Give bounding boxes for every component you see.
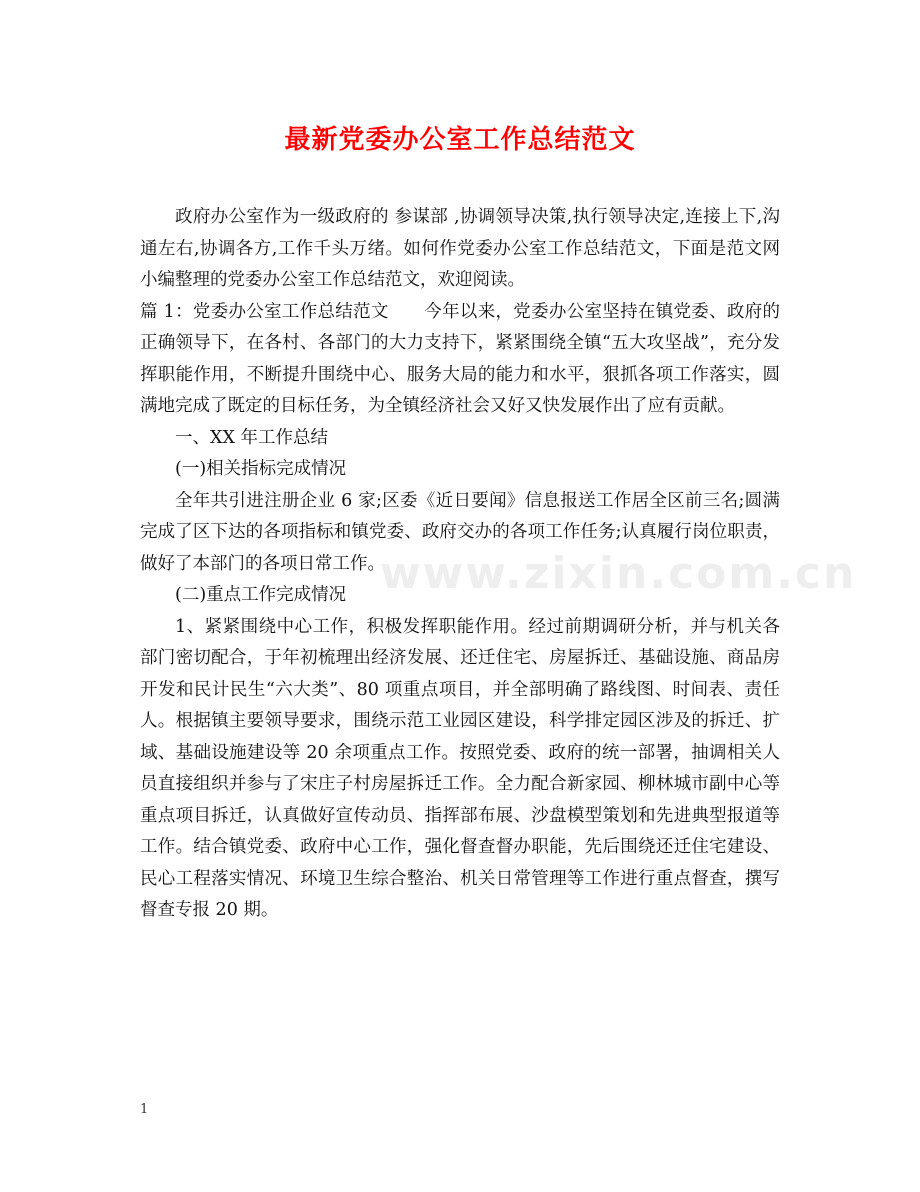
document-body <box>140 202 780 927</box>
paragraph-key-work: 1、紧紧围绕中心工作，积极发挥职能作用。经过前期调研分析，并与机关各部门密切配合，于年初梳理出经济发展、还迁住宅、房屋拆迁、基础设施、商品房开发和民计民生“六大类”、80 项重点项目，并全部明确了路线图、时间表、责任人。根据镇主要领导要求，围绕示范工业园区建设，科学排定园区涉及的拆迁、扩域、基础设施建设等 20 余项重点工作。按照党委、政府的统一部署，抽调相关人员直接组织并参与了宋庄子村房屋拆迁工作。全力配合新家园、柳林城市副中心等重点项目拆迁，认真做好宣传动员、指挥部布展、沙盘模型策划和先进典型报道等工作。结合镇党委、政府中心工作，强化督查督办职能，先后围绕还迁住宅建设、民心工程落实情况、环境卫生综合整治、机关日常管理等工作进行重点督查，撰写督查专报 20 期。 <box>140 616 780 920</box>
document-title: 最新党委办公室工作总结范文 <box>284 125 636 155</box>
paragraph-intro: 政府办公室作为一级政府的 参谋部 ,协调领导决策,执行领导决定,连接上下,沟通左右,协调各方,工作千头万绪。如何作党委办公室工作总结范文，下面是范文网小编整理的党委办公室工作总结范文，欢迎阅读。 <box>140 207 780 290</box>
page-number: 1 <box>140 1102 149 1117</box>
heading-indicators: (一)相关指标完成情况 <box>175 459 347 479</box>
paragraph-indicators: 全年共引进注册企业 6 家;区委《近日要闻》信息报送工作居全区前三名;圆满完成了区下达的各项指标和镇党委、政府交办的各项工作任务;认真履行岗位职责，做好了本部门的各项日常工作。 <box>140 490 780 574</box>
paragraph-section-1: 篇 1：党委办公室工作总结范文 今年以来，党委办公室坚持在镇党委、政府的正确领导下，在各村、各部门的大力支持下，紧紧围绕全镇“五大攻坚战”，充分发挥职能作用，不断提升围绕中心、服务大局的能力和水平，狠抓各项工作落实，圆满地完成了既定的目标任务，为全镇经济社会又好又快发展作出了应有贡献。 <box>140 301 780 416</box>
watermark: www.zixin.com.cn <box>380 548 857 599</box>
heading-key-work: (二)重点工作完成情况 <box>175 585 347 605</box>
heading-yearly-summary: 一、XX 年工作总结 <box>175 427 328 448</box>
